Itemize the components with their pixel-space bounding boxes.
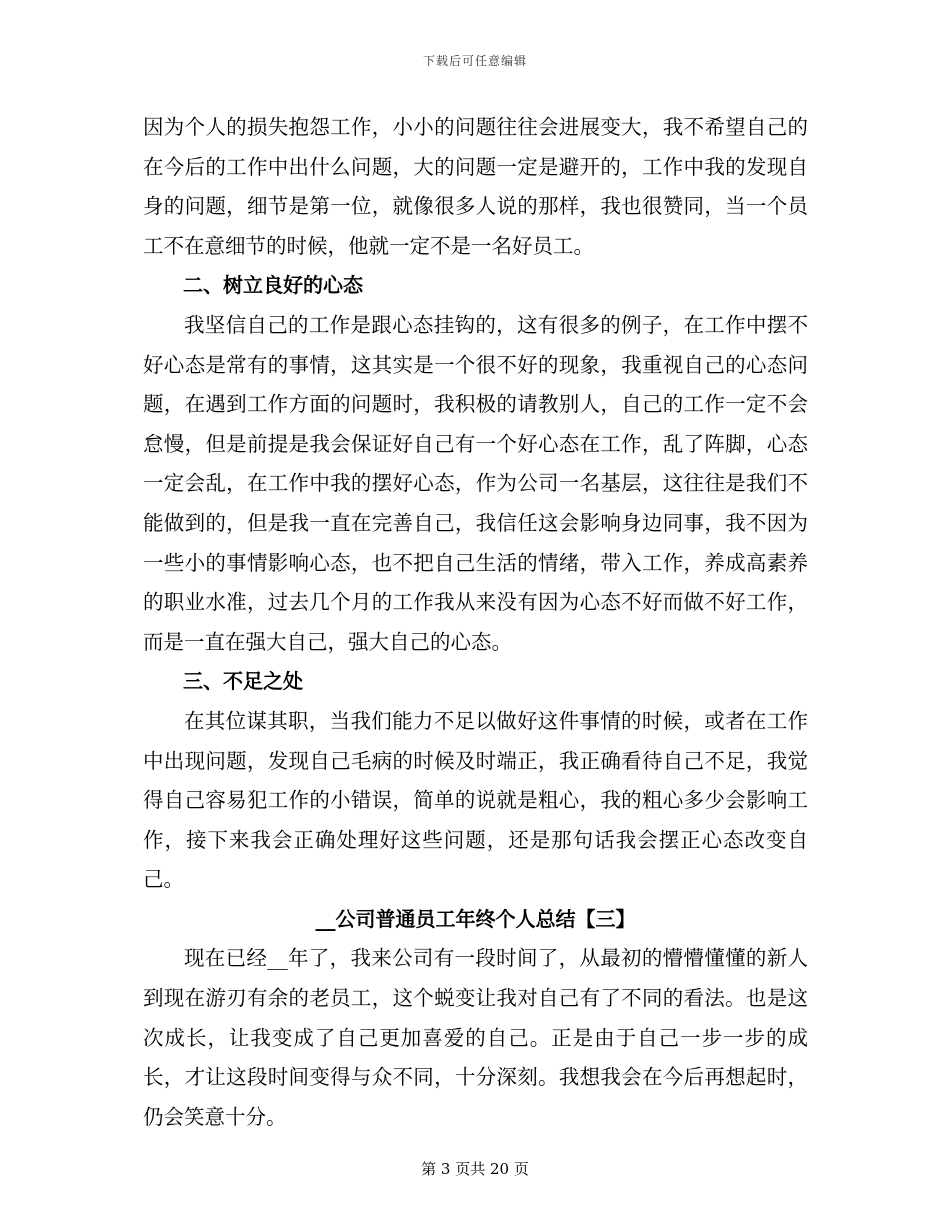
paragraph-intro: 因为个人的损失抱怨工作，小小的问题往往会进展变大，我不希望自己的在今后的工作中出什么问题，大的问题一定是避开的，工作中我的发现自身的问题，细节是第一位，就像很多人说的那样，我也很赞同，当一个员工不在意细节的时候，他就一定不是一名好员工。 [143, 115, 808, 258]
page-header: 下载后可任意编辑 [422, 54, 527, 68]
heading-attitude: 二、树立良好的心态 [183, 273, 363, 298]
page-number: 第 3 页共 20 页 [421, 1160, 529, 1178]
paragraph-summary: 现在已经__年了，我来公司有一段时间了，从最初的懵懵懂懂的新人到现在游刃有余的老员工，这个蜕变让我对自己有了不同的看法。也是这次成长，让我变成了自己更加喜爱的自己。正是由于自己一步一步的成长，才让这段时间变得与众不同，十分深刻。我想我会在今后再想起时，仍会笑意十分。 [143, 946, 808, 1129]
paragraph-attitude: 我坚信自己的工作是跟心态挂钩的，这有很多的例子，在工作中摆不好心态是常有的事情，这其实是一个很不好的现象，我重视自己的心态问题，在遇到工作方面的问题时，我积极的请教别人，自己的工作一定不会怠慢，但是前提是我会保证好自己有一个好心态在工作，乱了阵脚，心态一定会乱，在工作中我的摆好心态，作为公司一名基层，这往往是我们不能做到的，但是我一直在完善自己，我信任这会影响身边同事，我不因为一些小的事情影响心态，也不把自己生活的情绪，带入工作，养成高素养的职业水准，过去几个月的工作我从来没有因为心态不好而做不好工作，而是一直在强大自己，强大自己的心态。 [143, 312, 808, 654]
heading-shortcomings: 三、不足之处 [183, 669, 303, 694]
document-body [143, 108, 808, 1137]
section-title: __公司普通员工年终个人总结【三】 [315, 906, 636, 931]
paragraph-shortcomings: 在其位谋其职，当我们能力不足以做好这件事情的时候，或者在工作中出现问题，发现自己毛病的时候及时端正，我正确看待自己不足，我觉得自己容易犯工作的小错误，简单的说就是粗心，我的粗心多少会影响工作，接下来我会正确处理好这些问题，还是那句话我会摆正心态改变自己。 [143, 708, 808, 892]
